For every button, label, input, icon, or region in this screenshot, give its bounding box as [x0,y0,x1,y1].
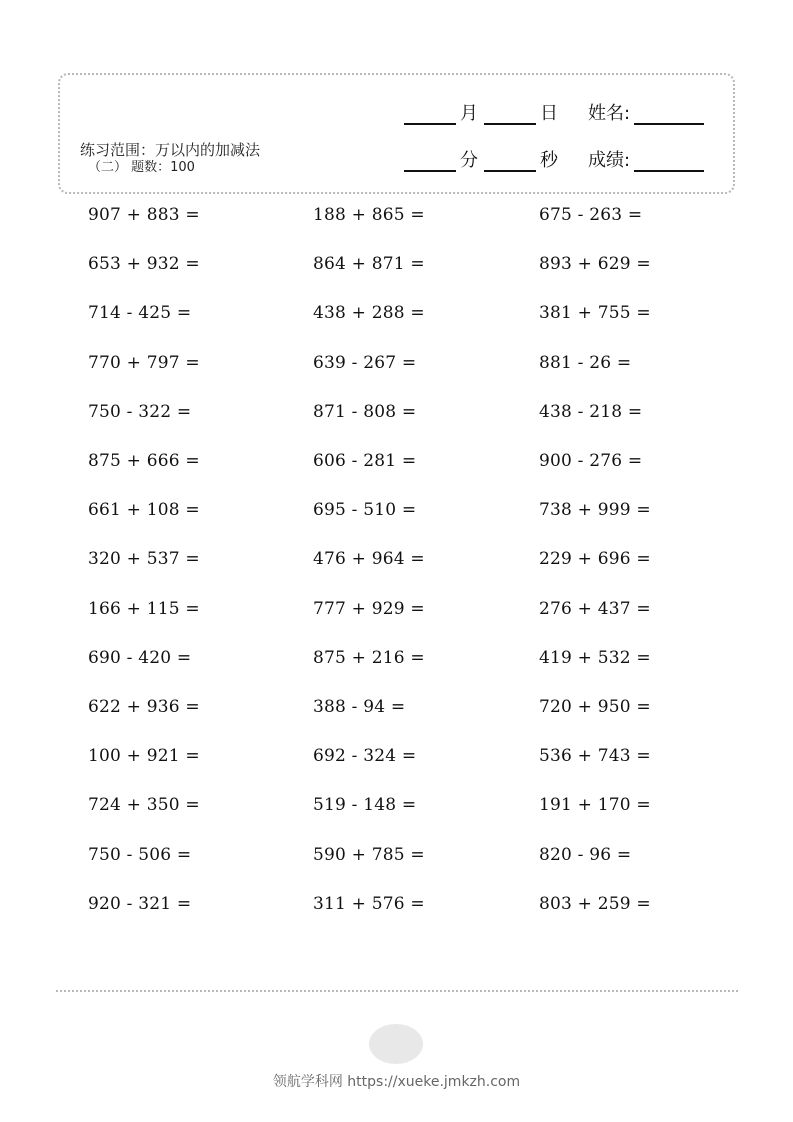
problem-item: 871 - 808 = [313,402,417,422]
problem-item: 750 - 322 = [88,402,192,422]
time-row [404,146,704,172]
problem-item: 820 - 96 = [539,845,632,865]
problem-item: 724 + 350 = [88,795,200,815]
problem-item: 661 + 108 = [88,500,200,520]
problem-item: 276 + 437 = [539,599,651,619]
footer-site: 领航学科网 https://xueke.jmkzh.com [272,1074,521,1090]
practice-scope [80,141,260,177]
problem-item: 770 + 797 = [88,353,200,373]
problem-item: 695 - 510 = [313,500,417,520]
problem-item: 907 + 883 = [88,205,200,225]
problem-item: 311 + 576 = [313,894,425,914]
problem-item: 690 - 420 = [88,648,192,668]
problem-item: 893 + 629 = [539,254,651,274]
problem-item: 438 + 288 = [313,303,425,323]
problem-item: 622 + 936 = [88,697,200,717]
name-label: 姓名: [588,103,631,124]
score-label: 成绩: [588,150,631,171]
problem-item: 653 + 932 = [88,254,200,274]
footer-divider [56,990,738,992]
problem-item: 188 + 865 = [313,205,425,225]
problem-item: 639 - 267 = [313,353,417,373]
header-box [58,73,735,194]
problem-item: 191 + 170 = [539,795,651,815]
problem-item: 714 - 425 = [88,303,192,323]
problem-item: 100 + 921 = [88,746,200,766]
month-blank[interactable] [404,105,456,125]
problem-item: 606 - 281 = [313,451,417,471]
problem-item: 519 - 148 = [313,795,417,815]
problem-item: 750 - 506 = [88,845,192,865]
problem-item: 438 - 218 = [539,402,643,422]
problem-item: 881 - 26 = [539,353,632,373]
problem-item: 388 - 94 = [313,697,406,717]
problem-item: 738 + 999 = [539,500,651,520]
name-blank[interactable] [634,105,704,125]
day-blank[interactable] [484,105,536,125]
score-blank[interactable] [634,152,704,172]
problem-item: 777 + 929 = [313,599,425,619]
problem-item: 875 + 666 = [88,451,200,471]
problem-item: 875 + 216 = [313,648,425,668]
second-label: 秒 [540,150,558,171]
page-number-badge [369,1024,423,1064]
problem-item: 720 + 950 = [539,697,651,717]
problem-item: 590 + 785 = [313,845,425,865]
problem-item: 419 + 532 = [539,648,651,668]
problem-item: 381 + 755 = [539,303,651,323]
problem-item: 803 + 259 = [539,894,651,914]
minute-label: 分 [460,150,478,171]
minute-blank[interactable] [404,152,456,172]
month-label: 月 [460,103,478,124]
problem-item: 692 - 324 = [313,746,417,766]
problem-item: 476 + 964 = [313,549,425,569]
day-label: 日 [540,103,558,124]
problem-item: 920 - 321 = [88,894,192,914]
problem-item: 166 + 115 = [88,599,200,619]
problem-item: 675 - 263 = [539,205,643,225]
problem-item: 864 + 871 = [313,254,425,274]
problem-item: 900 - 276 = [539,451,643,471]
second-blank[interactable] [484,152,536,172]
scope-line-2: （二） 题数：100 [88,160,195,175]
problem-item: 536 + 743 = [539,746,651,766]
date-row [404,99,704,125]
problem-item: 229 + 696 = [539,549,651,569]
problem-item: 320 + 537 = [88,549,200,569]
scope-line-1: 练习范围：万以内的加减法 [80,141,261,159]
